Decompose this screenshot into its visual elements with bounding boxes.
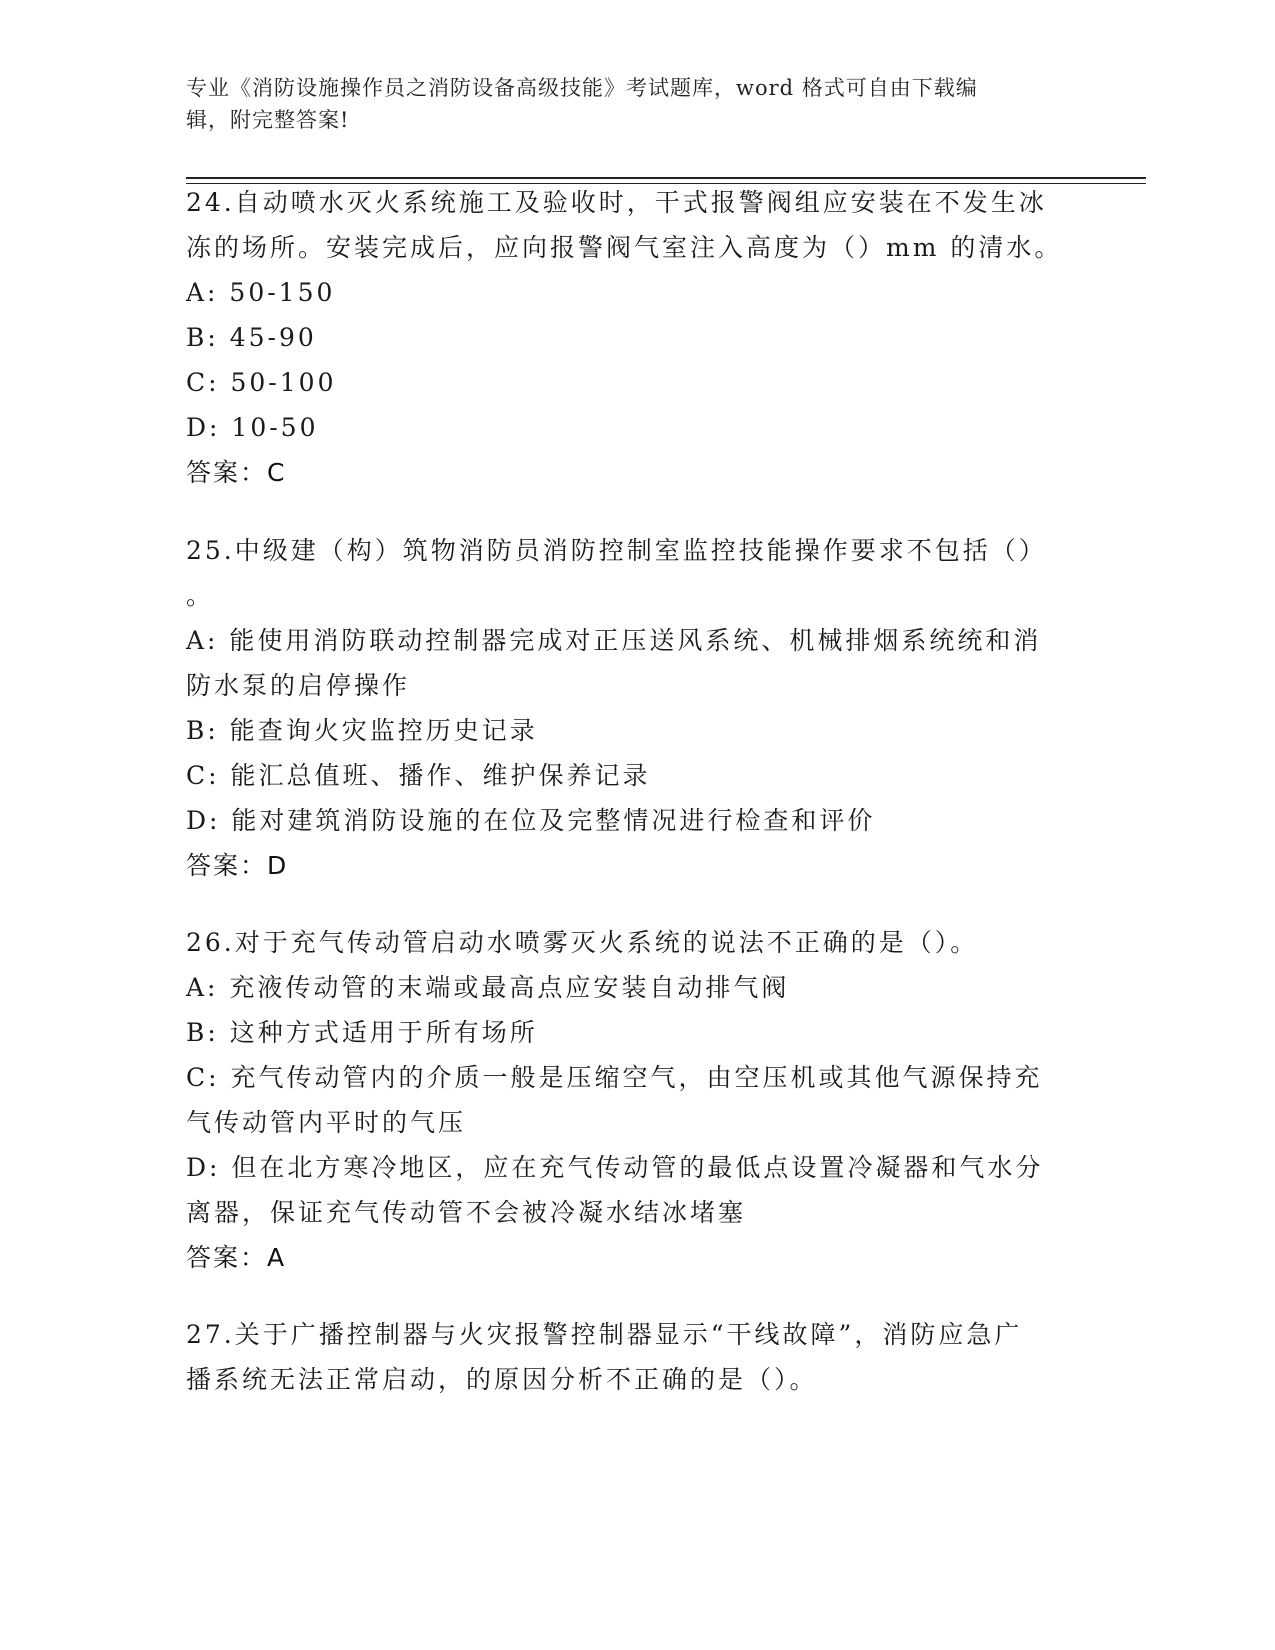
option-d-continued: 离器，保证充气传动管不会被冷凝水结冰堵塞: [186, 1198, 747, 1227]
option-b: B: 能查询火灾监控历史记录: [186, 716, 538, 745]
document-header: [186, 72, 1066, 136]
option-d: D: 能对建筑消防设施的在位及完整情况进行检查和评价: [186, 806, 876, 835]
question-stem: 25.中级建（构）筑物消防员消防控制室监控技能操作要求不包括（）: [186, 536, 1047, 565]
question-27: [186, 1312, 1066, 1402]
option-c: C: 能汇总值班、播作、维护保养记录: [186, 761, 651, 790]
question-stem: 24.自动喷水灭火系统施工及验收时，干式报警阀组应安装在不发生冰: [186, 188, 1047, 217]
question-25: [186, 528, 1066, 888]
header-divider: [186, 177, 1146, 179]
option-c-continued: 气传动管内平时的气压: [186, 1108, 467, 1137]
answer-label: 答案：C: [186, 458, 287, 487]
question-stem: 26.对于充气传动管启动水喷雾灭火系统的说法不正确的是（）。: [186, 928, 979, 957]
question-stem: 冻的场所。安装完成后，应向报警阀气室注入高度为（）mm 的清水。: [186, 233, 1063, 262]
option-b: B: 这种方式适用于所有场所: [186, 1018, 538, 1047]
question-stem: 。: [186, 581, 215, 610]
option-a-continued: 防水泵的启停操作: [186, 671, 411, 700]
question-24: [186, 180, 1066, 495]
option-a: A: 充液传动管的末端或最高点应安装自动排气阀: [186, 973, 790, 1002]
option-d: D: 但在北方寒冷地区，应在充气传动管的最低点设置冷凝器和气水分: [186, 1153, 1044, 1182]
header-line: 专业《消防设施操作员之消防设备高级技能》考试题库，word 格式可自由下载编: [186, 76, 978, 100]
option-d: D: 10-50: [186, 413, 319, 442]
answer-label: 答案：D: [186, 851, 289, 880]
option-c: C: 50-100: [186, 368, 337, 397]
question-stem: 27.关于广播控制器与火灾报警控制器显示“干线故障”，消防应急广: [186, 1320, 1023, 1349]
option-a: A: 能使用消防联动控制器完成对正压送风系统、机械排烟系统统和消: [186, 626, 1042, 655]
question-stem: 播系统无法正常启动，的原因分析不正确的是（）。: [186, 1365, 818, 1394]
option-a: A: 50-150: [186, 278, 336, 307]
question-26: [186, 920, 1066, 1280]
answer-label: 答案：A: [186, 1243, 287, 1272]
option-b: B: 45-90: [186, 323, 317, 352]
header-line: 辑，附完整答案!: [186, 108, 350, 132]
option-c: C: 充气传动管内的介质一般是压缩空气，由空压机或其他气源保持充: [186, 1063, 1043, 1092]
